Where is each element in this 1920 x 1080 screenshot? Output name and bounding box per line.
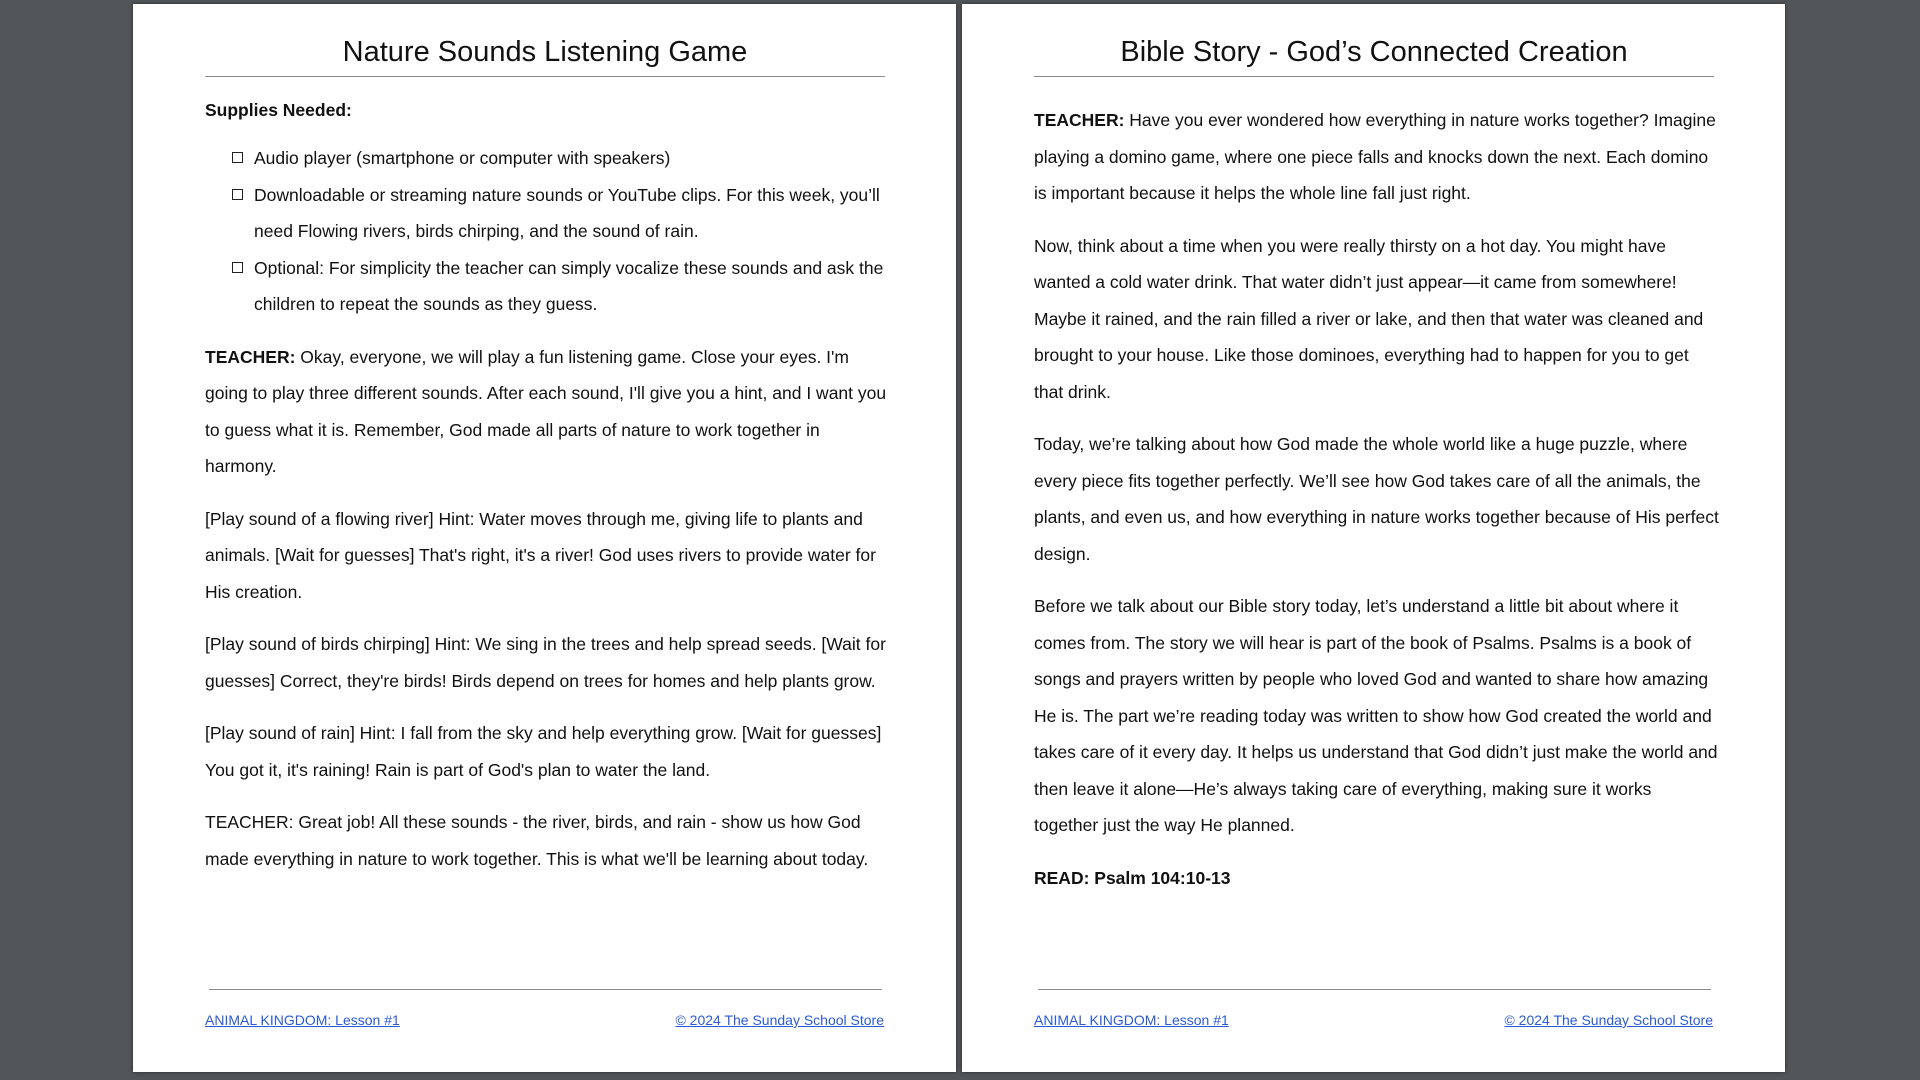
- river-sound-paragraph: [Play sound of a flowing river] Hint: Water moves through me, giving life to plants and animals. [Wait for guesses] That's right, it's a river! God uses rivers to provide water for His creation.: [205, 508, 876, 602]
- teacher-closing-paragraph: TEACHER: Great job! All these sounds - the river, birds, and rain - show us how God made everything in nature to work together. This is what we'll be learning about today.: [205, 812, 869, 869]
- supplies-heading: Supplies Needed:: [205, 100, 352, 120]
- page-left: [133, 4, 956, 1072]
- supply-item: [254, 250, 890, 323]
- paragraph-text: Have you ever wondered how everything in nature works together? Imagine playing a domino game, where one piece falls and knocks down the next. Each domino is important because it helps the whole line fall just right.: [1034, 110, 1716, 203]
- checkbox-icon: [232, 152, 243, 163]
- page-title: Nature Sounds Listening Game: [342, 36, 748, 68]
- puzzle-paragraph: Today, we’re talking about how God made the whole world like a huge puzzle, where every piece fits together perfectly. We’ll see how God takes care of all the animals, the plants, and even us, and how everything in nature works together because of His perfect design.: [1034, 434, 1719, 564]
- speaker-label: TEACHER:: [205, 346, 296, 367]
- supply-item: [254, 140, 890, 177]
- scripture-reading: READ: Psalm 104:10-13: [1034, 867, 1231, 888]
- paragraph-text: Okay, everyone, we will play a fun listening game. Close your eyes. I'm going to play three different sounds. After each sound, I'll give you a hint, and I want you to guess what it is. Remember, God made all parts of nature to work together in harmony.: [205, 346, 887, 476]
- page-right: [962, 4, 1785, 1072]
- page-content: [1034, 102, 1719, 912]
- checkbox-icon: [232, 262, 243, 273]
- supply-item: [254, 177, 890, 250]
- thirsty-paragraph: Now, think about a time when you were really thirsty on a hot day. You might have wanted a cold water drink. That water didn’t just appear—it came from somewhere! Maybe it rained, and the rain filled a river or lake, and then that water was cleaned and brought to your house. Like those dominoes, everything had to happen for you to get that drink.: [1034, 235, 1704, 402]
- page-content: [205, 94, 890, 893]
- title-divider: [205, 76, 885, 77]
- lesson-link[interactable]: ANIMAL KINGDOM: Lesson #1: [1034, 1012, 1229, 1028]
- birds-sound-paragraph: [Play sound of birds chirping] Hint: We sing in the trees and help spread seeds. [Wait for guesses] Correct, they're birds! Birds depend on trees for homes and help plants grow.: [205, 634, 886, 691]
- page-title: Bible Story - God’s Connected Creation: [1120, 36, 1628, 68]
- checkbox-icon: [232, 189, 243, 200]
- copyright-link[interactable]: © 2024 The Sunday School Store: [1504, 1012, 1713, 1028]
- footer-divider: [1038, 989, 1711, 990]
- supply-item-text: Downloadable or streaming nature sounds or YouTube clips. For this week, you’ll need Flowing rivers, birds chirping, and the sound of rain.: [254, 184, 880, 241]
- supply-item-text: Audio player (smartphone or computer with speakers): [254, 148, 671, 168]
- title-divider: [1034, 76, 1714, 77]
- supply-list: [205, 140, 890, 323]
- copyright-link[interactable]: © 2024 The Sunday School Store: [675, 1012, 884, 1028]
- supply-item-text: Optional: For simplicity the teacher can simply vocalize these sounds and ask the children to repeat the sounds as they guess.: [254, 257, 884, 314]
- footer-divider: [209, 989, 882, 990]
- teacher-paragraph: [1034, 102, 1719, 212]
- lesson-link[interactable]: ANIMAL KINGDOM: Lesson #1: [205, 1012, 400, 1028]
- teacher-intro-paragraph: [205, 339, 890, 485]
- rain-sound-paragraph: [Play sound of rain] Hint: I fall from the sky and help everything grow. [Wait for guesses] You got it, it's raining! Rain is part of God's plan to water the land.: [205, 723, 882, 780]
- speaker-label: TEACHER:: [1034, 110, 1125, 130]
- psalms-paragraph: Before we talk about our Bible story today, let’s understand a little bit about where it comes from. The story we will hear is part of the book of Psalms. Psalms is a book of songs and prayers written by people who loved God and wanted to share how amazing He is. The part we’re reading today was written to show how God created the world and takes care of it every day. It helps us understand that God didn’t just make the world and then leave it alone—He’s always taking care of everything, making sure it works together just the way He planned.: [1034, 596, 1718, 835]
